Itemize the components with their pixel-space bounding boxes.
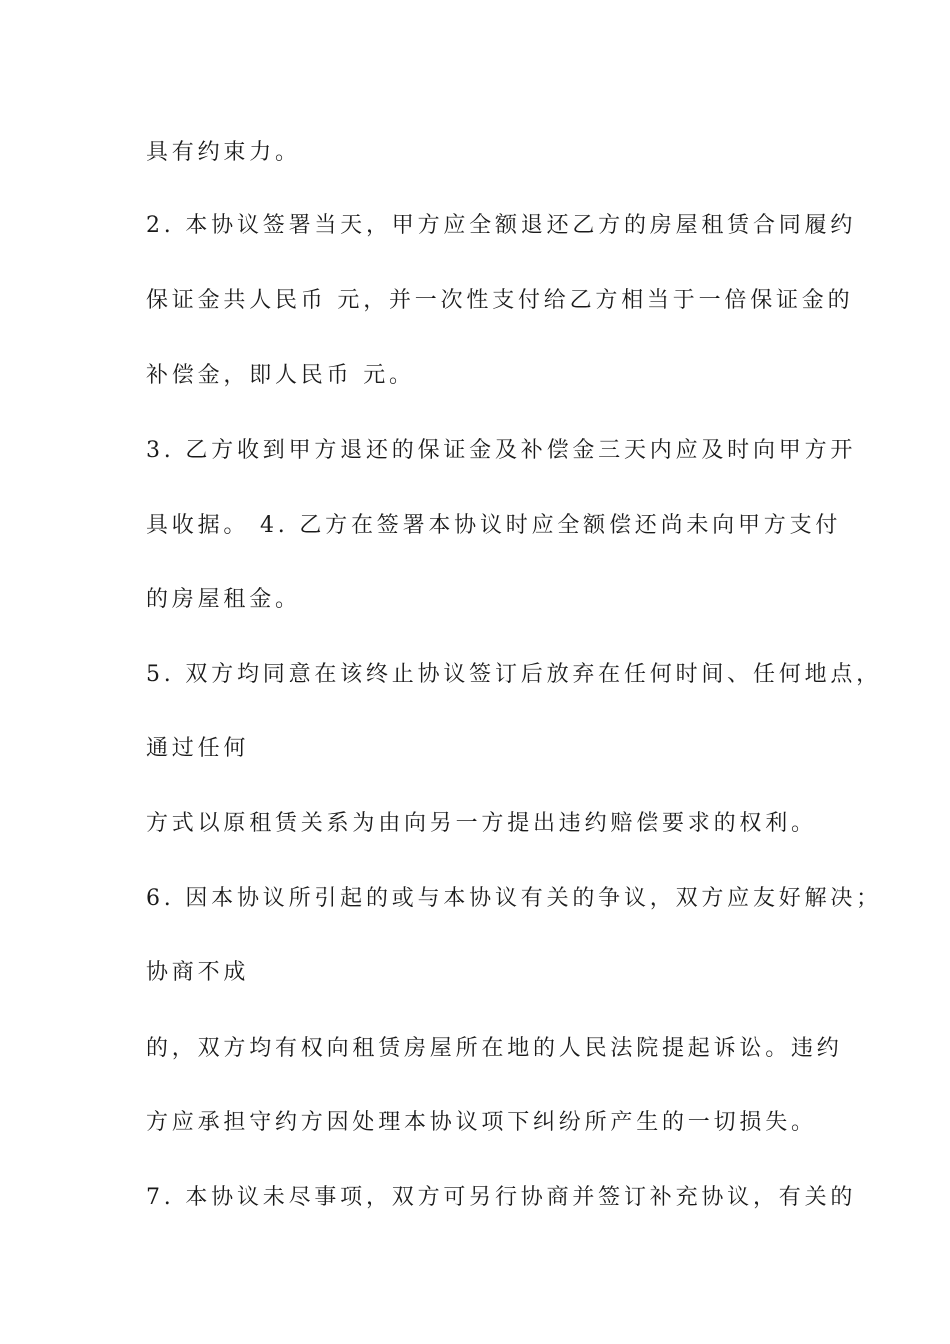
text-line: 的房屋租金。	[146, 587, 301, 612]
text-line: 7. 本协议未尽事项，双方可另行协商并签订补充协议，有关的	[146, 1185, 857, 1210]
text-line: 3. 乙方收到甲方退还的保证金及补偿金三天内应及时向甲方开	[146, 438, 857, 463]
text-line: 保证金共人民币 元，并一次性支付给乙方相当于一倍保证金的	[146, 288, 854, 313]
text-line: 补偿金，即人民币 元。	[146, 363, 415, 388]
text-line: 的，双方均有权向租赁房屋所在地的人民法院提起诉讼。违约	[146, 1036, 843, 1061]
text-line: 2. 本协议签署当天，甲方应全额退还乙方的房屋租赁合同履约	[146, 213, 857, 238]
text-line: 方应承担守约方因处理本协议项下纠纷所产生的一切损失。	[146, 1110, 817, 1135]
text-line: 具有约束力。	[146, 140, 301, 165]
text-line: 协商不成	[146, 960, 250, 985]
text-line: 方式以原租赁关系为由向另一方提出违约赔偿要求的权利。	[146, 811, 817, 836]
text-line: 具收据。 4. 乙方在签署本协议时应全额偿还尚未向甲方支付	[146, 513, 842, 538]
text-line: 6. 因本协议所引起的或与本协议有关的争议，双方应友好解决；	[146, 886, 882, 911]
text-line: 5. 双方均同意在该终止协议签订后放弃在任何时间、任何地点，	[146, 662, 882, 687]
text-line: 通过任何	[146, 736, 250, 761]
